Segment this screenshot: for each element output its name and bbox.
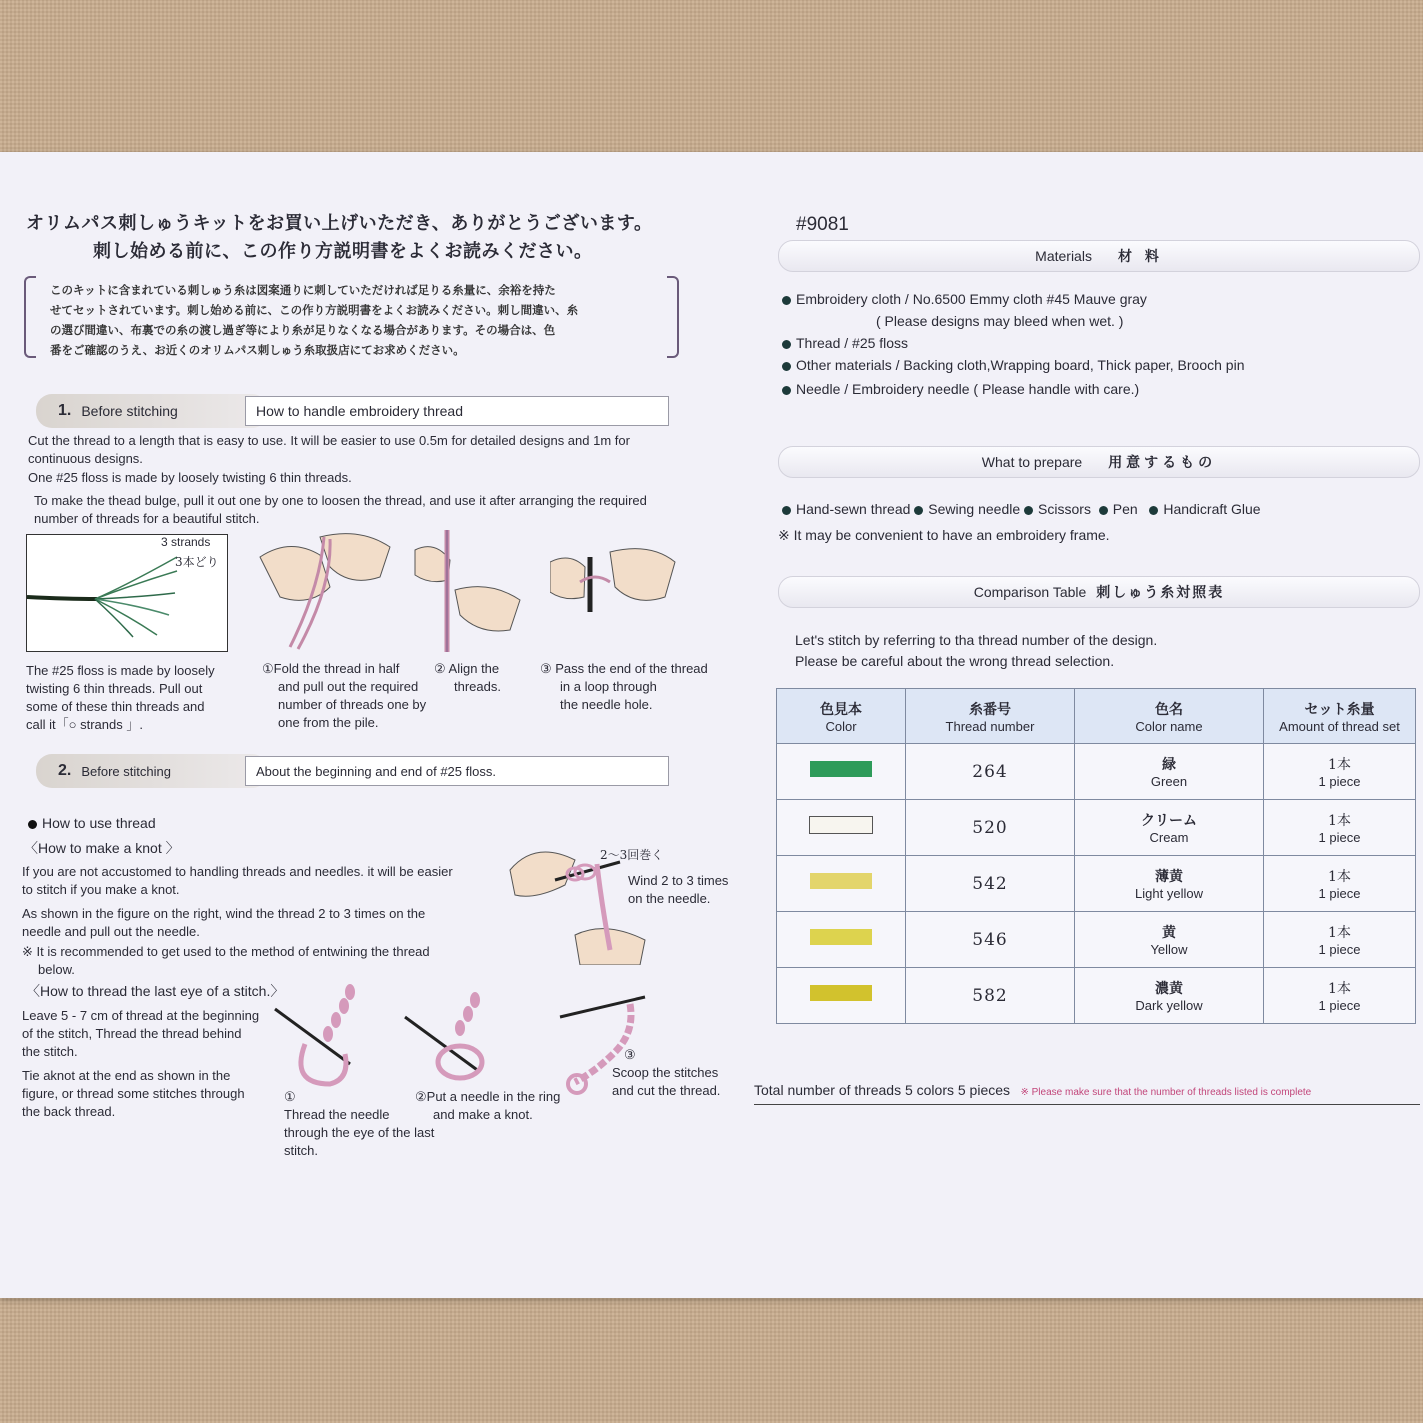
header-color-name: 色名 Color name xyxy=(1075,689,1264,744)
kit-number: #9081 xyxy=(796,214,849,235)
materials-banner: Materials 材 料 xyxy=(778,240,1420,272)
color-swatch-cell xyxy=(777,800,906,856)
intro-text: このキットに含まれている刺しゅう糸は図案通りに刺していただければ足りる糸量に、余裕を持た せてセットされています。刺し始める前に、この作り方説明書をよくお読みください。刺し間違い、糸 の選び間違い、布裏での糸の渡し過ぎ等により糸が足りなくなる場合があります。その場合は、色 番をご確認のうえ、お近くのオリムパス刺しゅう糸取扱店にてお求めください。 xyxy=(50,283,579,357)
step2-title: About the beginning and end of #25 floss. xyxy=(245,756,669,786)
table-row xyxy=(777,744,1416,800)
color-swatch xyxy=(810,929,872,945)
header-amount: セット糸量 Amount of thread set xyxy=(1264,689,1416,744)
last-eye-heading: 〈How to thread the last eye of a stitch.〉 xyxy=(26,983,285,999)
bullet-icon xyxy=(914,506,923,515)
step2-pill: 2. Before stitching xyxy=(36,754,268,788)
table-row xyxy=(777,912,1416,968)
color-name-cell: 黄 Yellow xyxy=(1075,912,1264,968)
caption-pass: ③ Pass the end of the thread in a loop through the needle hole. xyxy=(540,661,708,712)
wind-label: Wind 2 to 3 times on the needle. xyxy=(628,873,729,906)
fig1-caption: ① Thread the needle through the eye of the last stitch. xyxy=(284,1089,435,1158)
color-name-cell: 薄黄 Light yellow xyxy=(1075,856,1264,912)
table-header-row xyxy=(777,689,1416,744)
thread-number-cell: 264 xyxy=(906,744,1075,800)
stitch-needle-icon xyxy=(270,984,370,1094)
hand-needle-icon xyxy=(550,542,680,622)
title-line-2: 刺し始める前に、この作り方説明書をよくお読みください。 xyxy=(93,241,593,262)
bullet-icon xyxy=(782,506,791,515)
amount-cell: 1本 1 piece xyxy=(1264,744,1416,800)
knot-text: If you are not accustomed to handling threads and needles. it will be easier to stitch if you make a knot. As shown in the figure on the right, wind the thread 2 to 3 times on the needle and pull out the needle. ※ It is recommended to get used to the method of entwining the thread below. xyxy=(22,864,453,977)
prepare-list: Hand-sewn thread Sewing needle Scissors Pen Handicraft Glue xyxy=(782,500,1412,519)
caption-floss: The #25 floss is made by loosely twisting 6 thin threads. Pull out some of these thin threads and call it「○ strands 」. xyxy=(26,663,215,732)
use-thread-heading: How to use thread xyxy=(28,814,156,833)
hand-fold-icon xyxy=(250,527,400,652)
table-row xyxy=(777,856,1416,912)
color-swatch xyxy=(810,761,872,777)
color-swatch xyxy=(809,816,873,834)
table-row xyxy=(777,968,1416,1024)
bullet-icon xyxy=(782,296,791,305)
thread-number-cell: 546 xyxy=(906,912,1075,968)
color-name-cell: 緑 Green xyxy=(1075,744,1264,800)
color-name-cell: 濃黄 Dark yellow xyxy=(1075,968,1264,1024)
thread-number-cell: 582 xyxy=(906,968,1075,1024)
thread-number-cell: 520 xyxy=(906,800,1075,856)
strands-label-jp: 3本どり xyxy=(175,555,219,569)
title-line-1: オリムパス刺しゅうキットをお買い上げいただき、ありがとうございます。 xyxy=(26,213,653,234)
hand-align-icon xyxy=(410,530,525,655)
bullet-icon xyxy=(1099,506,1108,515)
step1-pill: 1. Before stitching xyxy=(36,394,268,428)
left-bracket xyxy=(24,276,36,358)
knot-heading: 〈How to make a knot 〉 xyxy=(24,840,180,856)
thread-number-cell: 542 xyxy=(906,856,1075,912)
caption-align: ② Align the threads. xyxy=(434,661,501,694)
bullet-icon xyxy=(782,386,791,395)
prepare-note: ※ It may be convenient to have an embroidery frame. xyxy=(778,527,1110,543)
step1-text: Cut the thread to a length that is easy to use. It will be easier to use 0.5m for detailed designs and 1m for continuous designs. One #25 floss is made by loosely twisting 6 thin threads. To make the thead bulge, pull it out one by one to loosen the thread, and use it after arranging the required number of threads for a beautiful stitch. xyxy=(28,433,647,526)
bullet-icon xyxy=(782,362,791,371)
fig2-caption: ②Put a needle in the ring and make a knot. xyxy=(415,1089,561,1122)
header-color: 色見本 Color xyxy=(777,689,906,744)
strands-label: 3 strands xyxy=(161,535,211,549)
color-swatch-cell xyxy=(777,968,906,1024)
bullet-icon xyxy=(28,820,37,829)
table-row xyxy=(777,800,1416,856)
bullet-icon xyxy=(1149,506,1158,515)
amount-cell: 1本 1 piece xyxy=(1264,856,1416,912)
color-swatch-cell xyxy=(777,912,906,968)
amount-cell: 1本 1 piece xyxy=(1264,968,1416,1024)
caption-fold: ①Fold the thread in half and pull out the required number of threads one by one from the pile. xyxy=(262,661,427,730)
materials-list: Embroidery cloth / No.6500 Emmy cloth #45 Mauve gray ( Please designs may bleed when wet. ) Thread / #25 floss Other materials / Backing cloth,Wrapping board, Thick paper, Brooch pin Needle / Embroidery needle ( Please handle with care.) xyxy=(782,288,1412,402)
comparison-text: Let's stitch by referring to tha thread number of the design. Please be careful about the wrong thread selection. xyxy=(795,632,1158,669)
amount-cell: 1本 1 piece xyxy=(1264,800,1416,856)
right-bracket xyxy=(667,276,679,358)
comparison-banner: Comparison Table 刺しゅう糸対照表 xyxy=(778,576,1420,608)
amount-cell: 1本 1 piece xyxy=(1264,912,1416,968)
color-swatch xyxy=(810,985,872,1001)
header-thread-number: 糸番号 Thread number xyxy=(906,689,1075,744)
instruction-sheet xyxy=(0,152,1423,1298)
color-swatch-cell xyxy=(777,744,906,800)
fig3-caption: ③ Scoop the stitches and cut the thread. xyxy=(612,1047,721,1098)
color-name-cell: クリーム Cream xyxy=(1075,800,1264,856)
last-eye-text: Leave 5 - 7 cm of thread at the beginning of the stitch, Thread the thread behind the stitch. Tie aknot at the end as shown in the figure, or thread some stitches through the back thread. xyxy=(22,1008,260,1119)
color-swatch-cell xyxy=(777,856,906,912)
bullet-icon xyxy=(782,340,791,349)
thread-comparison-table xyxy=(776,688,1416,1024)
color-swatch xyxy=(810,873,872,889)
prepare-banner: What to prepare 用意するもの xyxy=(778,446,1420,478)
stitch-knot-icon xyxy=(400,992,510,1092)
floss-illustration xyxy=(26,534,228,652)
step1-title: How to handle embroidery thread xyxy=(245,396,669,426)
bullet-icon xyxy=(1024,506,1033,515)
total-line: Total number of threads 5 colors 5 pieces ※ Please make sure that the number of threads listed is complete xyxy=(754,1082,1420,1105)
wind-label-jp: 2～3回巻く xyxy=(600,848,664,862)
